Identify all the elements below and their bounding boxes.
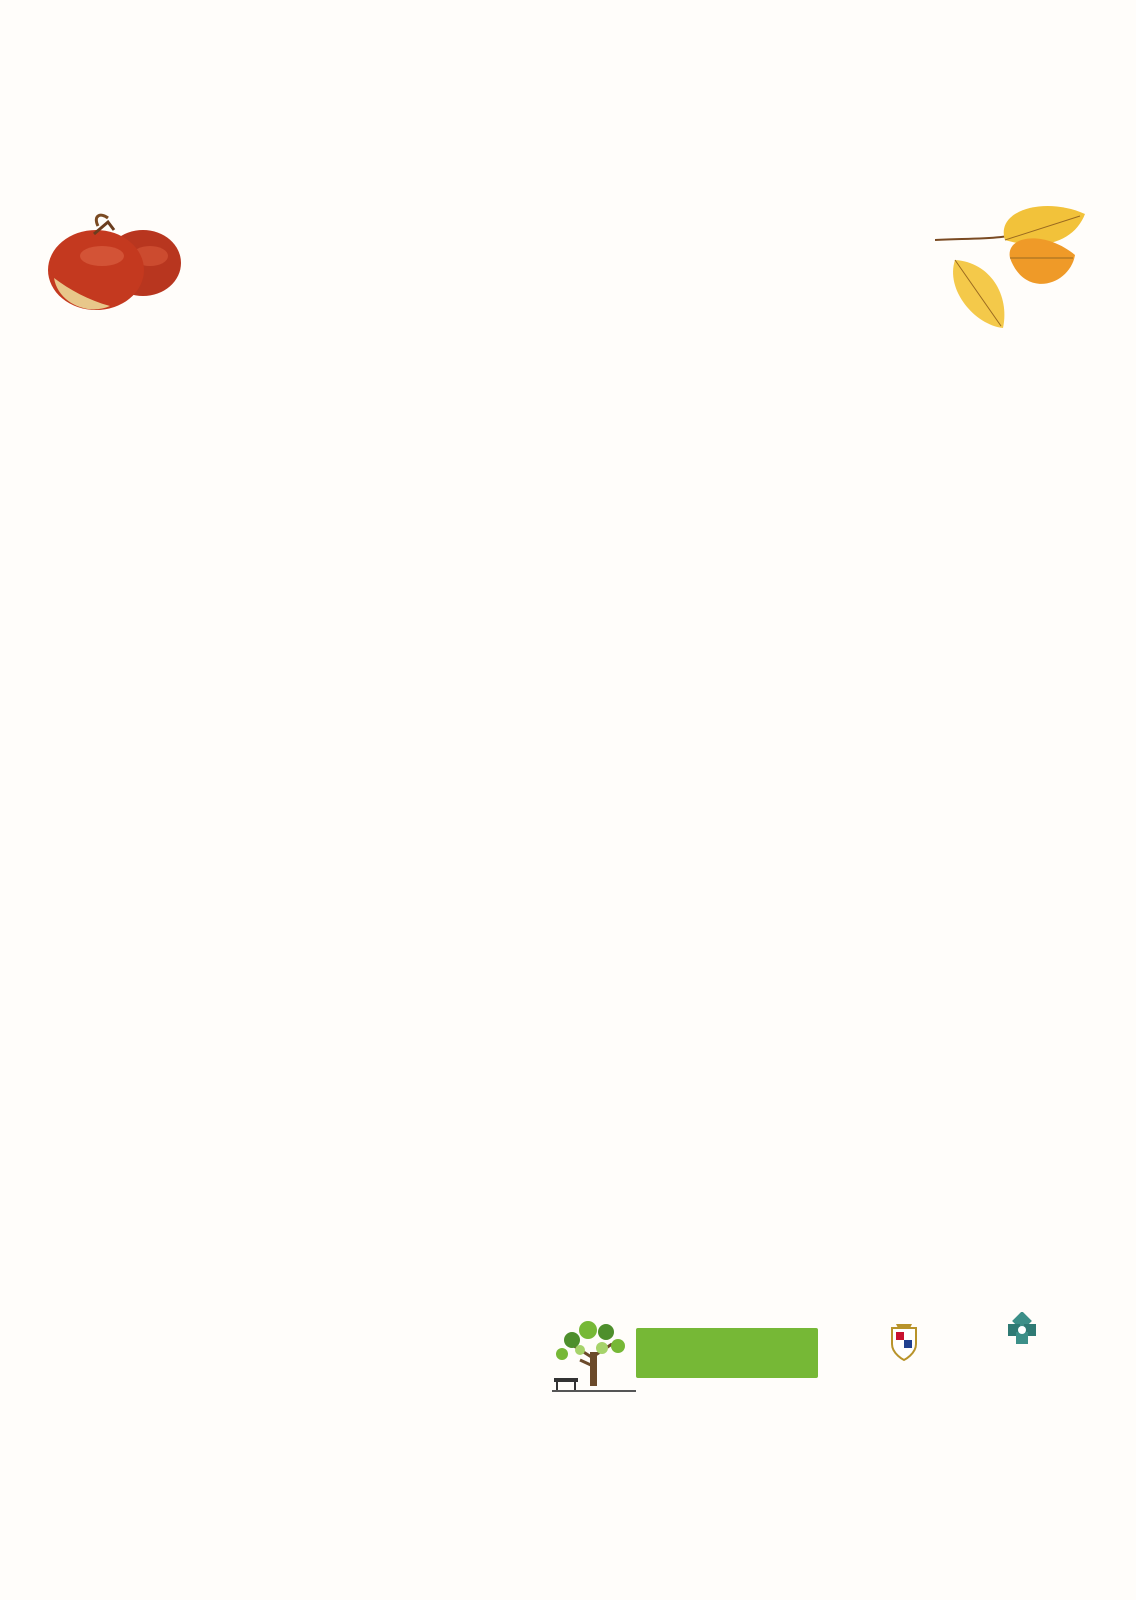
coat-of-arms-icon (888, 1322, 920, 1362)
autumn-pattern-icon (0, 1418, 1136, 1600)
association-logo (552, 1318, 832, 1398)
autumn-pattern-icon (0, 0, 1136, 125)
top-autumn-border (0, 0, 1136, 125)
logo-background (636, 1328, 818, 1378)
bottom-autumn-border (0, 1418, 1136, 1600)
berry-branch-icon (0, 800, 1136, 1280)
yellow-leaves-icon (935, 200, 1095, 335)
tree-logo-icon (552, 1318, 636, 1394)
patronage-block (888, 1300, 1068, 1400)
chestnut-icon (38, 208, 188, 320)
collaborare-bologna-icon (1004, 1312, 1040, 1348)
